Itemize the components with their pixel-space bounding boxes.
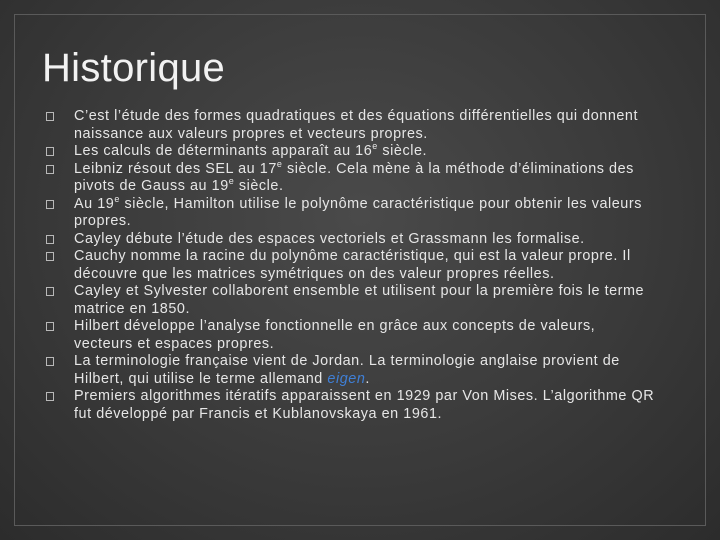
- superscript: e: [372, 141, 378, 152]
- bullet-text: Leibniz résout des SEL au 17: [74, 160, 277, 177]
- bullet-text: Les calculs de déterminants apparaît au 16: [74, 143, 373, 159]
- square-bullet-icon: [46, 392, 54, 401]
- bullet-text: .: [365, 370, 370, 387]
- bullet-item: [46, 143, 656, 161]
- bullet-item: [46, 283, 656, 318]
- bullet-text: Premiers algorithmes itératifs apparaissent en 1929 par Von Mises. L’algorithme QR fut développé par Francis et Kublanovskaya en 1961.: [74, 388, 655, 422]
- bullet-item: [46, 318, 656, 353]
- bullet-item: [46, 353, 656, 388]
- bullet-item: [46, 193, 656, 231]
- bullet-text: Hilbert développe l’analyse fonctionnelle en grâce aux concepts de valeurs, vecteurs et espaces propres.: [74, 318, 596, 352]
- bullet-text: C’est l’étude des formes quadratiques et des équations différentielles qui donnent naissance aux valeurs propres et vecteurs propres.: [74, 108, 639, 142]
- bullet-text: siècle.: [377, 143, 428, 159]
- bullet-text: Au 19: [74, 195, 115, 212]
- square-bullet-icon: [46, 200, 54, 209]
- bullet-text: Cauchy nomme la racine du polynôme caractéristique, qui est la valeur propre. Il découvre que les matrices symétriques on des valeur propres réelles.: [74, 248, 631, 282]
- square-bullet-icon: [46, 165, 54, 174]
- superscript: e: [276, 158, 283, 169]
- bullet-text: Cayley débute l’étude des espaces vectoriels et Grassmann les formalise.: [74, 230, 585, 247]
- square-bullet-icon: [46, 357, 54, 366]
- emphasized-term: eigen: [327, 370, 366, 387]
- bullet-item: [46, 388, 656, 423]
- square-bullet-icon: [46, 322, 54, 331]
- square-bullet-icon: [46, 252, 54, 261]
- bullet-text: Cayley et Sylvester collaborent ensemble et utilisent pour la première fois le terme matrice en 1850.: [74, 283, 645, 317]
- bullet-item: [46, 248, 656, 283]
- bullet-text: La terminologie française vient de Jordan. La terminologie anglaise provient de Hilbert, qui utilise le terme allemand: [74, 353, 620, 387]
- bullet-item: [46, 231, 656, 249]
- bullet-list: [46, 108, 656, 423]
- bullet-item: [46, 158, 656, 196]
- square-bullet-icon: [46, 112, 54, 121]
- superscript: e: [114, 193, 120, 204]
- bullet-text: siècle. Cela mène à la méthode d’éliminations des pivots de Gauss au 19: [74, 160, 634, 194]
- bullet-text: siècle, Hamilton utilise le polynôme caractéristique pour obtenir les valeurs propres.: [74, 195, 642, 229]
- slide-title: Historique: [42, 46, 226, 90]
- square-bullet-icon: [46, 147, 54, 156]
- bullet-item: [46, 108, 656, 143]
- bullet-text: siècle.: [234, 178, 284, 194]
- square-bullet-icon: [46, 235, 54, 244]
- square-bullet-icon: [46, 287, 54, 296]
- superscript: e: [228, 176, 235, 187]
